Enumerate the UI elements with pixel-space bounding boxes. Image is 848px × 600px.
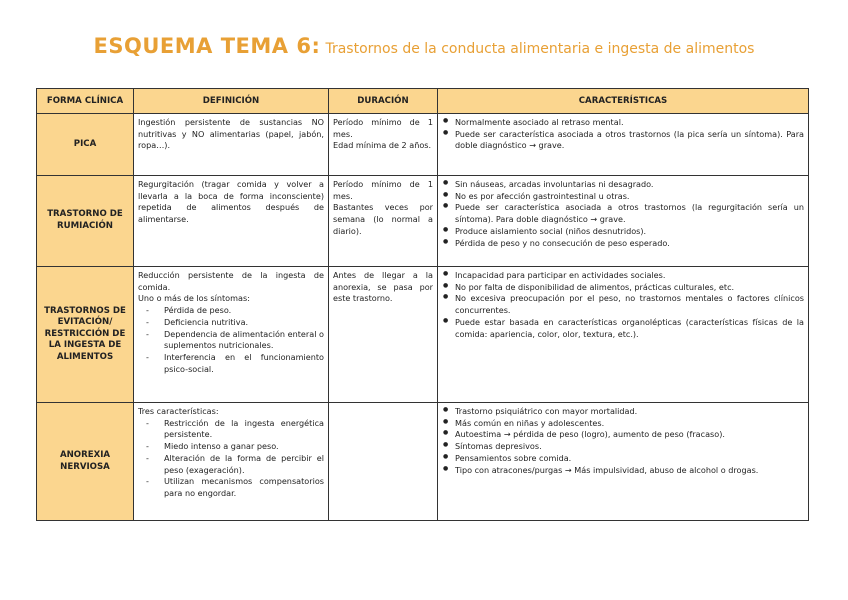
header-caracteristicas: CARACTERÍSTICAS — [438, 89, 809, 114]
list-item: ● Más común en niñas y adolescentes. — [442, 418, 804, 430]
row-label-anorexia: ANOREXIA NERVIOSA — [37, 403, 134, 521]
list-item: ● Puede estar basada en características organolépticas (características físicas de la comida: apariencia, color, olor, textura, etc.). — [442, 317, 804, 340]
header-forma-clinica: FORMA CLÍNICA — [37, 89, 134, 114]
title-sub: Trastornos de la conducta alimentaria e ingesta de alimentos — [325, 41, 755, 57]
list-item: - Utilizan mecanismos compensatorios para no engordar. — [144, 476, 324, 499]
list-item: - Dependencia de alimentación enteral o suplementos nutricionales. — [144, 329, 324, 352]
duration-text: Bastantes veces por semana (lo normal a diario). — [333, 202, 433, 236]
definition-text: Tres características: — [138, 406, 219, 416]
row-label-rumiacion: TRASTORNO DE RUMIACIÓN — [37, 176, 134, 267]
list-item: ● Trastorno psiquiátrico con mayor mortalidad. — [442, 406, 804, 418]
list-item: - Pérdida de peso. — [144, 305, 324, 317]
list-item: - Restricción de la ingesta energética persistente. — [144, 418, 324, 441]
definition-cell — [134, 403, 329, 521]
list-item: ● No es por afección gastrointestinal u otras. — [442, 191, 804, 203]
table-row — [37, 403, 809, 521]
definition-text: Regurgitación (tragar comida y volver a llevarla a la boca de forma inconsciente) repetida de alimentos después de alimentarse. — [138, 179, 324, 225]
header-definicion: DEFINICIÓN — [134, 89, 329, 114]
row-label-pica: PICA — [37, 114, 134, 176]
duration-cell — [329, 267, 438, 403]
definition-text: Ingestión persistente de sustancias NO nutritivas y NO alimentarias (papel, jabón, ropa…). — [138, 117, 324, 151]
characteristics-cell — [438, 114, 809, 176]
characteristics-cell — [438, 403, 809, 521]
table-row — [37, 267, 809, 403]
list-item: ● Síntomas depresivos. — [442, 441, 804, 453]
duration-text: Antes de llegar a la anorexia, se pasa por este trastorno. — [333, 270, 433, 304]
list-item: ● Autoestima → pérdida de peso (logro), aumento de peso (fracaso). — [442, 429, 804, 441]
list-item: - Miedo intenso a ganar peso. — [144, 441, 324, 453]
list-item: ● Puede ser característica asociada a otros trastornos (la pica sería un síntoma). Para doble diagnóstico → grave. — [442, 129, 804, 152]
list-item: ● Tipo con atracones/purgas → Más impulsividad, abuso de alcohol o drogas. — [442, 465, 804, 477]
list-item: ● No excesiva preocupación por el peso, no trastornos mentales o factores clínicos concurrentes. — [442, 293, 804, 316]
list-item: ● Puede ser característica asociada a otros trastornos (la regurgitación sería un síntoma). Para doble diagnóstico → grave. — [442, 202, 804, 225]
definition-cell — [134, 267, 329, 403]
title-main: ESQUEMA TEMA 6: — [93, 34, 321, 58]
duration-cell — [329, 114, 438, 176]
duration-cell — [329, 176, 438, 267]
characteristics-cell — [438, 267, 809, 403]
list-item: ● Pensamientos sobre comida. — [442, 453, 804, 465]
list-item: ● Incapacidad para participar en actividades sociales. — [442, 270, 804, 282]
list-item: - Interferencia en el funcionamiento psico-social. — [144, 352, 324, 375]
duration-text: Período mínimo de 1 mes. — [333, 179, 433, 201]
table-row — [37, 176, 809, 267]
definition-cell — [134, 114, 329, 176]
list-item: ● Pérdida de peso y no consecución de peso esperado. — [442, 238, 804, 250]
table-row — [37, 114, 809, 176]
list-item: - Alteración de la forma de percibir el peso (exageración). — [144, 453, 324, 476]
page-title — [0, 34, 848, 58]
duration-text: Edad mínima de 2 años. — [333, 140, 432, 151]
list-item: ● Produce aislamiento social (niños desnutridos). — [442, 226, 804, 238]
list-item: ● No por falta de disponibilidad de alimentos, prácticas culturales, etc. — [442, 282, 804, 294]
summary-table — [36, 88, 809, 521]
table-header-row — [37, 89, 809, 114]
list-item: ● Normalmente asociado al retraso mental. — [442, 117, 804, 129]
list-item: ● Sin náuseas, arcadas involuntarias ni desagrado. — [442, 179, 804, 191]
header-duracion: DURACIÓN — [329, 89, 438, 114]
duration-cell — [329, 403, 438, 521]
list-item: - Deficiencia nutritiva. — [144, 317, 324, 329]
row-label-evitacion-restriccion: TRASTORNOS DE EVITACIÓN/ RESTRICCIÓN DE LA INGESTA DE ALIMENTOS — [37, 267, 134, 403]
definition-cell — [134, 176, 329, 267]
definition-text: Uno o más de los síntomas: — [138, 293, 250, 304]
definition-text: Reducción persistente de la ingesta de comida. — [138, 270, 324, 292]
duration-text: Período mínimo de 1 mes. — [333, 117, 433, 139]
characteristics-cell — [438, 176, 809, 267]
